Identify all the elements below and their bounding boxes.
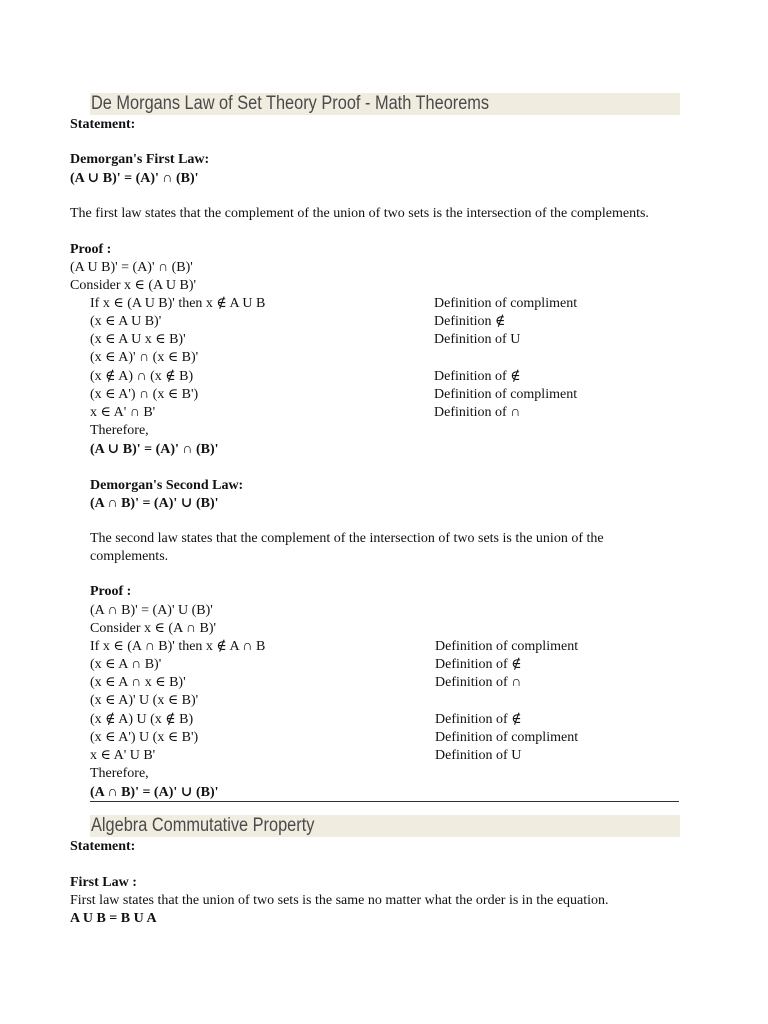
first-proof-step: x ∈ A' ∩ B' xyxy=(90,405,156,420)
section-title xyxy=(90,815,680,837)
second-proof-line2: Consider x ∈ (A ∩ B)' xyxy=(90,621,217,636)
first-law-description: The first law states that the complement of the union of two sets is the intersection of the complements. xyxy=(70,206,649,221)
section-title-text: Algebra Commutative Property xyxy=(91,815,315,836)
first-proof-line2: Consider x ∈ (A U B)' xyxy=(70,278,197,293)
first-proof-reason: Definition of compliment xyxy=(434,296,578,311)
second-therefore: Therefore, xyxy=(90,766,149,781)
first-proof-label: Proof : xyxy=(70,242,112,257)
second-proof-step: (x ∈ A)' U (x ∈ B)' xyxy=(90,693,199,708)
section-title xyxy=(90,93,680,115)
first-proof-step: (x ∈ A') ∩ (x ∈ B') xyxy=(90,387,199,402)
second-law-heading: Demorgan's Second Law: xyxy=(90,478,244,493)
first-proof-step: (x ∈ A U x ∈ B)' xyxy=(90,332,186,347)
statement-label: Statement: xyxy=(70,117,136,132)
first-therefore: Therefore, xyxy=(90,423,149,438)
first-proof-reason: Definition of ∩ xyxy=(434,405,521,420)
section-divider xyxy=(90,801,679,802)
first-proof-reason: Definition of U xyxy=(434,332,521,347)
second-proof-step: x ∈ A' U B' xyxy=(90,748,156,763)
first-law-heading: Demorgan's First Law: xyxy=(70,152,210,167)
second-proof-step: (x ∉ A) U (x ∉ B) xyxy=(90,712,194,727)
first-proof-step: (x ∈ A U B)' xyxy=(90,314,162,329)
first-proof-step: (x ∉ A) ∩ (x ∉ B) xyxy=(90,369,194,384)
first-proof-reason: Definition ∉ xyxy=(434,314,506,329)
first-conclusion: (A ∪ B)' = (A)' ∩ (B)' xyxy=(90,442,219,457)
second-proof-label: Proof : xyxy=(90,584,132,599)
second-proof-reason: Definition of ∩ xyxy=(435,675,522,690)
second-proof-step: If x ∈ (A ∩ B)' then x ∉ A ∩ B xyxy=(90,639,266,654)
second-proof-step: (x ∈ A ∩ B)' xyxy=(90,657,162,672)
first-proof-step: (x ∈ A)' ∩ (x ∈ B)' xyxy=(90,350,199,365)
commutative-first-law-label: First Law : xyxy=(70,875,137,890)
second-law-description-line2: complements. xyxy=(90,549,169,564)
statement-label: Statement: xyxy=(70,839,136,854)
second-proof-reason: Definition of compliment xyxy=(435,730,579,745)
commutative-first-law-text: First law states that the union of two sets is the same no matter what the order is in the equation. xyxy=(70,893,609,908)
first-proof-reason: Definition of ∉ xyxy=(434,369,521,384)
commutative-formula: A U B = B U A xyxy=(70,911,157,926)
section-title-text: De Morgans Law of Set Theory Proof - Math Theorems xyxy=(91,93,490,114)
second-law-formula: (A ∩ B)' = (A)' ∪ (B)' xyxy=(90,496,219,511)
first-proof-line1: (A U B)' = (A)' ∩ (B)' xyxy=(70,260,193,275)
first-proof-step: If x ∈ (A U B)' then x ∉ A U B xyxy=(90,296,266,311)
second-proof-step: (x ∈ A') U (x ∈ B') xyxy=(90,730,199,745)
second-proof-line1: (A ∩ B)' = (A)' U (B)' xyxy=(90,603,213,618)
first-law-formula: (A ∪ B)' = (A)' ∩ (B)' xyxy=(70,171,199,186)
first-proof-reason: Definition of compliment xyxy=(434,387,578,402)
second-proof-reason: Definition of ∉ xyxy=(435,712,522,727)
second-proof-reason: Definition of U xyxy=(435,748,522,763)
second-proof-reason: Definition of ∉ xyxy=(435,657,522,672)
second-conclusion: (A ∩ B)' = (A)' ∪ (B)' xyxy=(90,785,219,800)
second-proof-reason: Definition of compliment xyxy=(435,639,579,654)
second-law-description-line1: The second law states that the complement of the intersection of two sets is the union of the xyxy=(90,531,604,546)
second-proof-step: (x ∈ A ∩ x ∈ B)' xyxy=(90,675,186,690)
